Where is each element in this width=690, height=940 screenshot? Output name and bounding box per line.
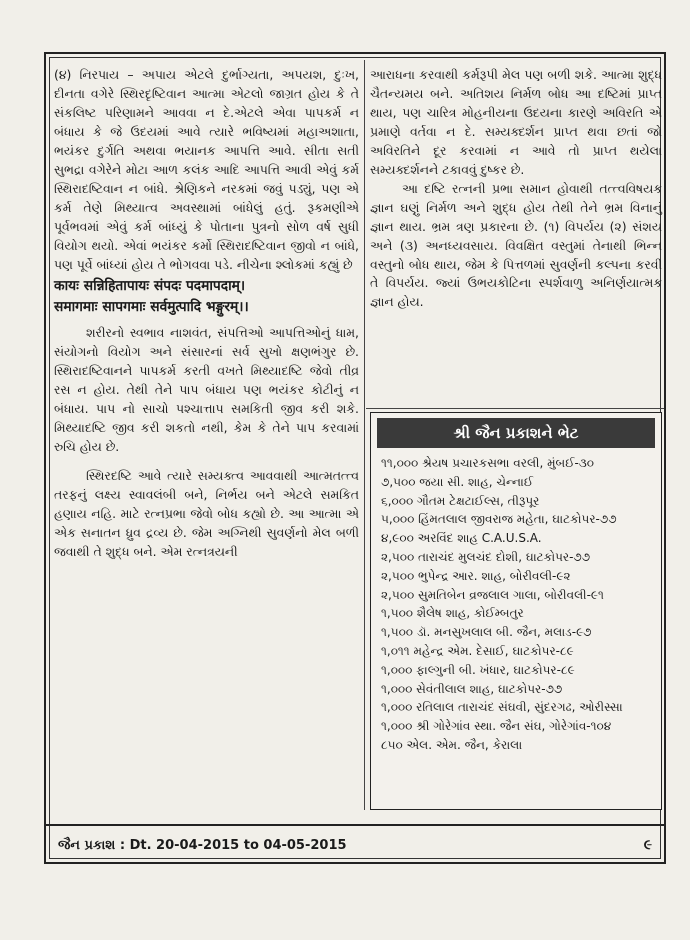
donor-item: ૧,૦૦૦ સેવંતીલાલ શાહ, ઘાટકોપર-૭૭ (381, 681, 563, 696)
donor-item: ૫,૦૦૦ હિંમતલાલ જીવરાજ મહેતા, ઘાટકોપર-૭૭ (381, 512, 617, 527)
donor-item: ૪,૯૦૦ અરવિંદ શાહ C.A.U.S.A. (381, 531, 542, 546)
donor-item: ૮૫૦ એલ. એમ. જૈન, કેરાલા (381, 737, 523, 752)
donor-item: ૭,૫૦૦ જયા સી. શાહ, ચેન્નાઈ (381, 474, 534, 489)
column-divider (364, 60, 365, 810)
donor-item: ૧,૦૦૦ રતિલાલ તારાચંદ સંઘવી, સુંદરગઢ, ઓરીસ્સા (381, 700, 623, 715)
right-column (370, 66, 662, 312)
donor-item: ૧,૫૦૦ ડૉ. મનસુખલાલ બી. જૈન, મલાડ-૯૭ (381, 625, 592, 640)
left-column (54, 66, 359, 562)
donor-item: ૨,૫૦૦ તારાચંદ મુલચંદ દોશી, ઘાટકોપર-૭૭ (381, 549, 591, 564)
page-number: ૯ (643, 837, 652, 853)
donor-item: ૨,૫૦૦ સુમતિબેન વ્રજલાલ ગાલા, બોરીવલી-૯૧ (381, 587, 604, 602)
donor-box (370, 412, 662, 810)
sanskrit-sloka (54, 276, 359, 318)
donor-item: ૧,૦૦૦ ફાલ્ગુની બી. ખંધાર, ઘાટકોપર-૮૯ (381, 662, 575, 677)
donor-item: ૨,૫૦૦ ભુપેન્દ્ર આર. શાહ, બોરીવલી-૯૨ (381, 568, 571, 583)
donor-item: ૧૧,૦૦૦ શ્રેયષ પ્રચારકસભા વરલી, મુંબઈ-૩૦ (381, 456, 595, 470)
sloka-line-2: समागमाः सापगमाः सर्वमुत्पादि भङ्गुरम्।। (54, 299, 249, 316)
paragraph-body-nature: શરીરનો સ્વભાવ નાશવંત, સંપત્તિઓ આપત્તિઓનું ધામ, સંયોગનો વિયોગ અને સંસારનાં સર્વ સુખો ક્ષણભંગુર છે. સ્થિરાદષ્ટિવાનને પાપકર્મ કરતી વખતે મિથ્યાદષ્ટિ જેવો તીવ્ર રસ ન હોય. તેથી તેને પાપ બંધાય પણ ભયંકર કોટીનું ન બંધાય. પાપ નો સાચો પશ્ચાત્તાપ સમકિતી જીવ કરી શકે. મિથ્યાદષ્ટિ જીવ કરી શકતો નથી, કેમ કે તેને પાપ કરવામાં રુચિ હોય છે. (54, 325, 359, 455)
donor-item: ૧,૦૦૦ શ્રી ગોરેગાંવ સ્થા. જૈન સંઘ, ગોરેગાંવ-૧૦૪ (381, 719, 612, 734)
donor-item: ૧,૫૦૦ શૈલેષ શાહ, કોઈમ્બતુર (381, 606, 524, 621)
section-divider (366, 408, 664, 409)
footer-issue-label: જૈન પ્રકાશ : Dt. 20-04-2015 to 04-05-2015 (58, 837, 347, 853)
donor-item: ૬,૦૦૦ ગૌતમ ટેક્ષટાઈલ્સ, તીરૂપૂર (381, 493, 540, 508)
paragraph-aradhana: આરાધના કરવાથી કર્મરૂપી મેલ પણ બળી શકે. આત્મા શુદ્ધ ચૈતન્યમય બને. અતિશય નિર્મળ બોધ આ દષ્ટિમાં પ્રાપ્ત થાય, પણ ચારિત્ર મોહનીયના ઉદયના કારણે અવિરતિ એ પ્રમાણે વર્તવા ન દે. સમ્યક્દર્શન પ્રાપ્ત થવા છતાં જો અવિરતિને દૂર કરવામાં ન આવે તો પ્રાપ્ત થયેલા સમ્યક્દર્શનને ટકાવવું દુષ્કર છે. (370, 67, 662, 177)
sloka-line-1: कायः सन्निहितापायः संपदः पदमापदाम्। (54, 278, 246, 295)
donor-item: ૧,૦૧૧ મહેન્દ્ર એમ. દેસાઈ, ઘાટકોપર-૮૯ (381, 643, 574, 658)
paragraph-nirpaya: (૪) નિરપાય – અપાય એટલે દુર્ભાગ્યતા, અપયશ, દુઃખ, દીનતા વગેરે સ્થિરદૃષ્ટિવાન આત્મા એટલો જાગ્રત હોય કે તે સંકલિષ્ટ પરિણામને આવવા ન દે.એટલે એવા પાપકર્મ ન બંધાય કે જે ઉદયમાં આવે ત્યારે ભવિષ્યમાં મહાઅશાતા, ભયંકર દુર્ગતિ અથવા ભયાનક આપત્તિ આવે. સીતા સતી સુભદ્રા વગેરેને મોટા આળ કલંક આદિ આપત્તિ આવી એવું કર્મ સ્થિરાદષ્ટિવાન ન બાંધે. શ્રેણિકને નરકમાં જવું પડ્યું, પણ એ કર્મ તેણે મિથ્યાત્વ અવસ્થામાં બાંધેલું હતું. રૂકમણીએ પૂર્વભવમાં એવું કર્મ બાંધ્યું કે પોતાના પુત્રનો સોળ વર્ષ સુધી વિયોગ થયો. એવાં ભયંકર કર્મો સ્થિરાદષ્ટિવાન જીવો ન બાંધે, પણ પૂર્વે બાંધ્યાં હોય તે ભોગવવા પડે. નીચેના શ્લોકમાં કહ્યું છે (54, 67, 359, 272)
paragraph-sthira-drishti: સ્થિરદષ્ટિ આવે ત્યારે સમ્યક્ત્વ આવવાથી આત્મતત્ત્વ તરફનું લક્ષ્ય સ્વાવલંબી બને, નિર્ભય બને એટલે સમકિત હણાય નહિ. માટે રત્નપ્રભા જેવો બોધ કહ્યો છે. આ આત્મા એ એક સનાતન ધ્રુવ દ્રવ્ય છે. જેમ અગ્નિથી સુવર્ણનો મેલ બળી જવાથી તે શુદ્ધ બને. એમ રત્નત્રયની (54, 468, 359, 559)
paragraph-ratna-prabha: આ દષ્ટિ રત્નની પ્રભા સમાન હોવાથી તત્ત્વવિષયક જ્ઞાન ઘણું નિર્મળ અને શુદ્ધ હોય તેથી તેને ભ્રમ વિનાનું જ્ઞાન થાય. ભ્રમ ત્રણ પ્રકારના છે. (૧) વિપર્યય (૨) સંશય અને (૩) અનધ્યવસાય. વિવક્ષિત વસ્તુમાં તેનાથી ભિન્ન વસ્તુનો બોધ થાય, જેમ કે પિત્તળમાં સુવર્ણની કલ્પના કરવી તે વિપર્યય. જ્યાં ઉભયકોટિના સ્પર્શવાળુ અનિર્ણયાત્મક જ્ઞાન હોય. (370, 180, 662, 310)
page-footer (44, 824, 666, 864)
donor-box-title: શ્રી જૈન પ્રકાશને ભેટ (377, 418, 655, 448)
donor-list (371, 454, 661, 755)
